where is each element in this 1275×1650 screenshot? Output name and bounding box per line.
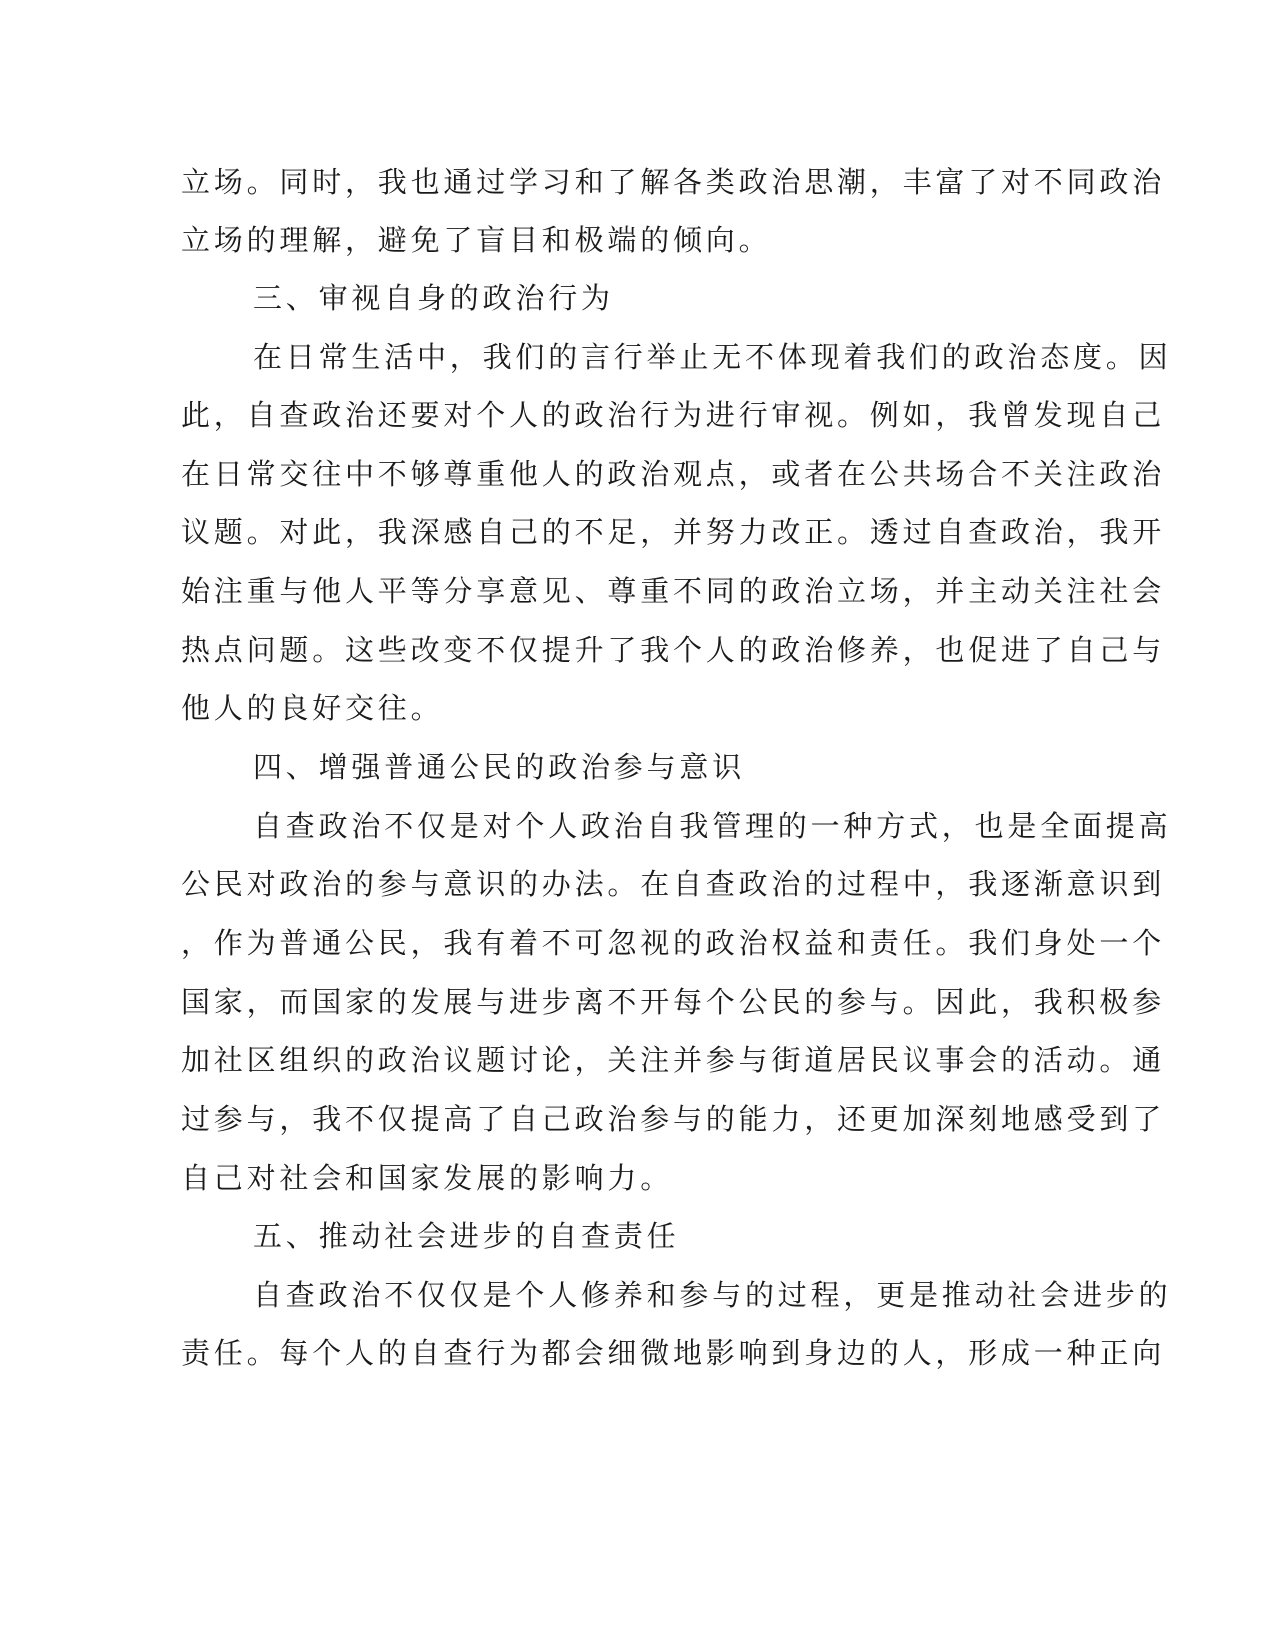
paragraph-start-line: 自查政治不仅仅是个人修养和参与的过程，更是推动社会进步的 xyxy=(253,1278,1172,1312)
body-text-line: 过参与，我不仅提高了自己政治参与的能力，还更加深刻地感受到了 xyxy=(181,1102,1166,1136)
body-text-line: 加社区组织的政治议题讨论，关注并参与街道居民议事会的活动。通 xyxy=(181,1043,1166,1077)
body-text-line: 自己对社会和国家发展的影响力。 xyxy=(181,1161,674,1195)
body-text-line: 立场。同时，我也通过学习和了解各类政治思潮，丰富了对不同政治 xyxy=(181,165,1166,199)
body-text-line: 在日常交往中不够尊重他人的政治观点，或者在公共场合不关注政治 xyxy=(181,457,1166,491)
body-text-line: 热点问题。这些改变不仅提升了我个人的政治修养，也促进了自己与 xyxy=(181,633,1166,667)
body-text-line: ，作为普通公民，我有着不可忽视的政治权益和责任。我们身处一个 xyxy=(181,926,1166,960)
body-text-line: 此，自查政治还要对个人的政治行为进行审视。例如，我曾发现自己 xyxy=(181,398,1166,432)
body-text-line: 国家，而国家的发展与进步离不开每个公民的参与。因此，我积极参 xyxy=(181,985,1166,1019)
paragraph-start-line: 在日常生活中，我们的言行举止无不体现着我们的政治态度。因 xyxy=(253,340,1172,374)
body-text-line: 他人的良好交往。 xyxy=(181,691,444,725)
section-heading-5: 五、推动社会进步的自查责任 xyxy=(253,1219,680,1253)
paragraph-start-line: 自查政治不仅是对个人政治自我管理的一种方式，也是全面提高 xyxy=(253,809,1172,843)
body-text-line: 责任。每个人的自查行为都会细微地影响到身边的人，形成一种正向 xyxy=(181,1336,1166,1370)
section-heading-3: 三、审视自身的政治行为 xyxy=(253,281,614,315)
body-text-line: 始注重与他人平等分享意见、尊重不同的政治立场，并主动关注社会 xyxy=(181,574,1166,608)
body-text-line: 议题。对此，我深感自己的不足，并努力改正。透过自查政治，我开 xyxy=(181,515,1166,549)
section-heading-4: 四、增强普通公民的政治参与意识 xyxy=(253,750,746,784)
body-text-line: 公民对政治的参与意识的办法。在自查政治的过程中，我逐渐意识到 xyxy=(181,867,1166,901)
body-text-line: 立场的理解，避免了盲目和极端的倾向。 xyxy=(181,223,772,257)
